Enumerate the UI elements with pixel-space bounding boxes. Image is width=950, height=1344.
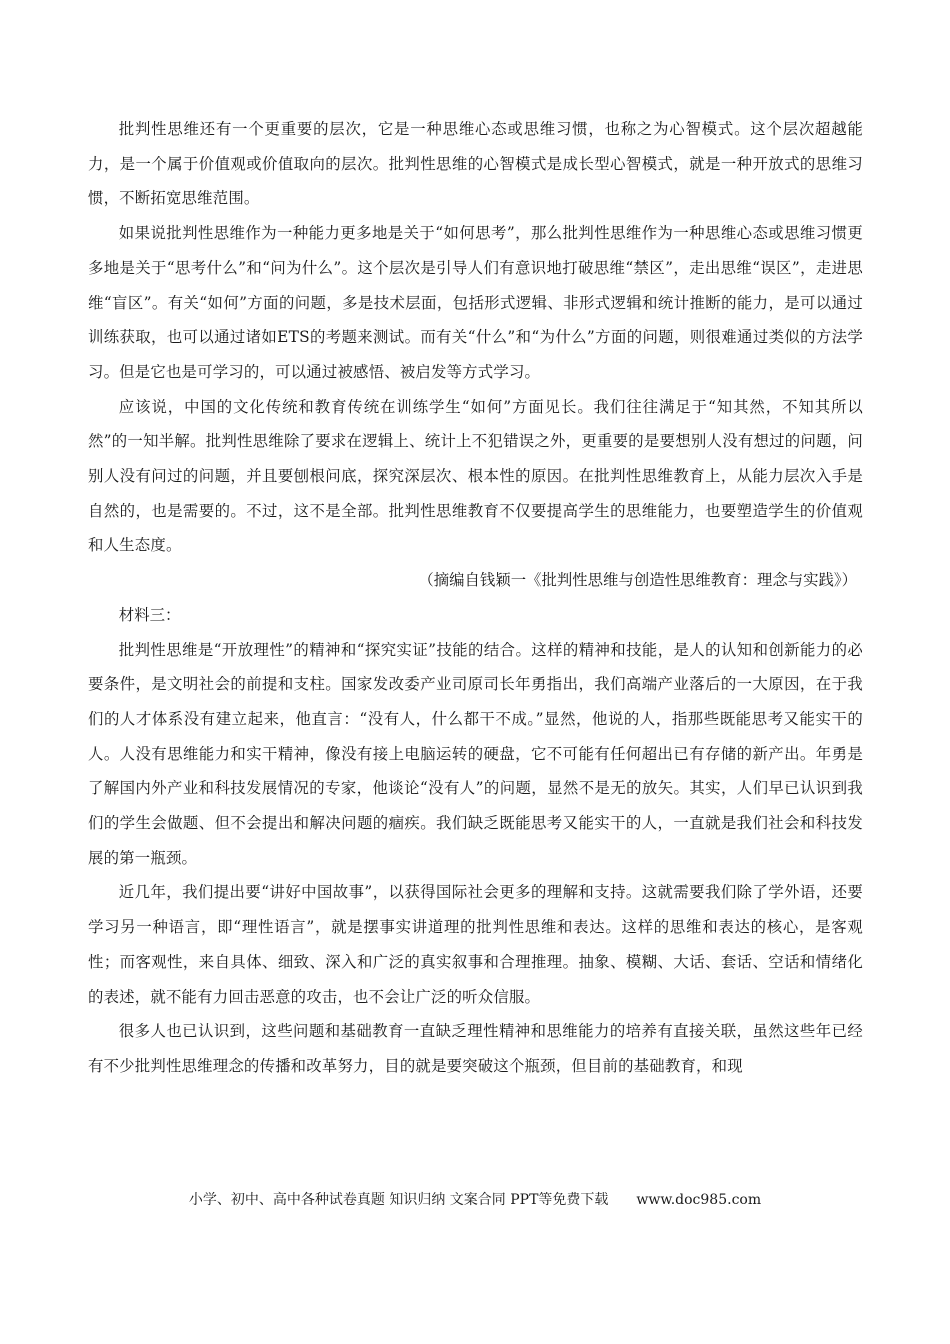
paragraph-1: 批判性思维还有一个更重要的层次，它是一种思维心态或思维习惯，也称之为心智模式。这个层次超越能力，是一个属于价值观或价值取向的层次。批判性思维的心智模式是成长型心智模式，就是一种开放式的思维习惯，不断拓宽思维范围。 — [88, 120, 863, 208]
paragraph-5: 近几年，我们提出要“讲好中国故事”，以获得国际社会更多的理解和支持。这就需要我们除了学外语，还要学习另一种语言，即“理性语言”，就是摆事实讲道理的批判性思维和表达。这样的思维和表达的核心，是客观性；而客观性，来自具体、细致、深入和广泛的真实叙事和合理推理。抽象、模糊、大话、套话、空话和情绪化的表述，就不能有力回击恶意的攻击，也不会让广泛的听众信服。 — [88, 883, 863, 1006]
paragraph-3: 应该说，中国的文化传统和教育传统在训练学生“如何”方面见长。我们往往满足于“知其然，不知其所以然”的一知半解。批判性思维除了要求在逻辑上、统计上不犯错误之外，更重要的是要想别人没有想过的问题，问别人没有问过的问题，并且要刨根问底，探究深层次、根本性的原因。在批判性思维教育上，从能力层次入手是自然的，也是需要的。不过，这不是全部。批判性思维教育不仅要提高学生的思维能力，也要塑造学生的价值观和人生态度。 — [88, 397, 863, 555]
footer-site-link[interactable]: www.doc985.com — [636, 1192, 762, 1208]
source-citation: （摘编自钱颖一《批判性思维与创造性思维教育：理念与实践》） — [418, 571, 857, 590]
footer-text: 小学、初中、高中各种试卷真题 知识归纳 文案合同 PPT等免费下载 — [188, 1192, 609, 1208]
document-body — [88, 112, 863, 1084]
section-label: 材料三： — [118, 605, 181, 624]
paragraph-2: 如果说批判性思维作为一种能力更多地是关于“如何思考”，那么批判性思维作为一种思维心态或思维习惯更多地是关于“思考什么”和“问为什么”。这个层次是引导人们有意识地打破思维“禁区”，走出思维“误区”，走进思维“盲区”。有关“如何”方面的问题，多是技术层面，包括形式逻辑、非形式逻辑和统计推断的能力，是可以通过训练获取，也可以通过诸如ETS的考题来测试。而有关“什么”和“为什么”方面的问题，则很难通过类似的方法学习。但是它也是可学习的，可以通过被感悟、被启发等方式学习。 — [88, 224, 863, 381]
paragraph-6: 很多人也已认识到，这些问题和基础教育一直缺乏理性精神和思维能力的培养有直接关联，虽然这些年已经有不少批判性思维理念的传播和改革努力，目的就是要突破这个瓶颈，但目前的基础教育，和现 — [88, 1022, 863, 1075]
page-footer — [0, 1190, 950, 1210]
paragraph-4: 批判性思维是“开放理性”的精神和“探究实证”技能的结合。这样的精神和技能，是人的认知和创新能力的必要条件，是文明社会的前提和支柱。国家发改委产业司原司长年勇指出，我们高端产业落后的一大原因，在于我们的人才体系没有建立起来，他直言：“没有人，什么都干不成。”显然，他说的人，指那些既能思考又能实干的人。人没有思维能力和实干精神，像没有接上电脑运转的硬盘，它不可能有任何超出已有存储的新产出。年勇是了解国内外产业和科技发展情况的专家，他谈论“没有人”的问题，显然不是无的放矢。其实，人们早已认识到我们的学生会做题、但不会提出和解决问题的痼疾。我们缺乏既能思考又能实干的人，一直就是我们社会和科技发展的第一瓶颈。 — [88, 640, 863, 867]
